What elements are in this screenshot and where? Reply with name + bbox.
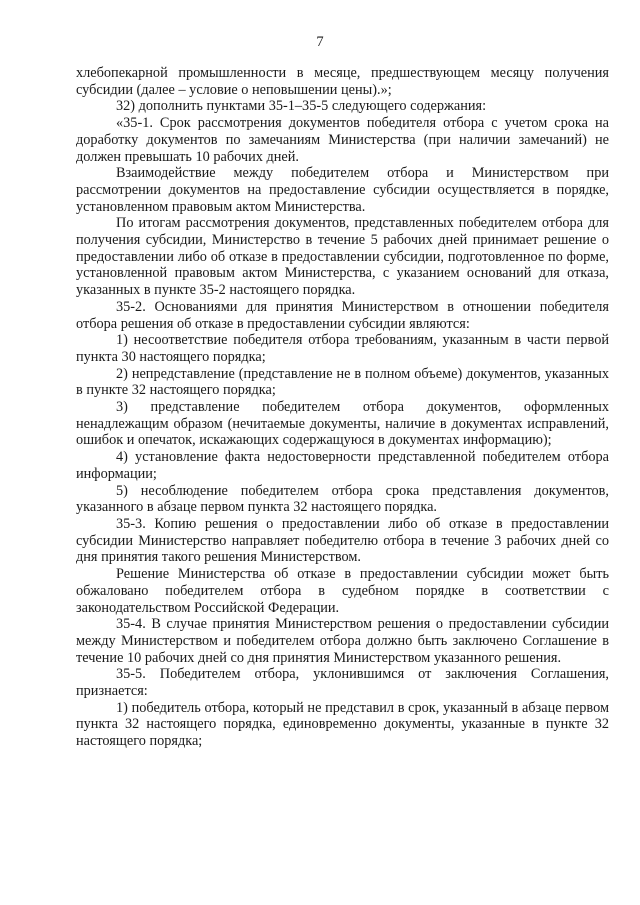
paragraph-35-2: 35-2. Основаниями для принятия Министерством в отношении победителя отбора решения об отказе в предоставлении субсидии являются:: [76, 298, 609, 332]
paragraph-appeal: Решение Министерства об отказе в предоставлении субсидии может быть обжаловано победителем отбора в судебном порядке в соответствии с законодательством Российской Федерации.: [76, 566, 609, 616]
list-item-evader-1: 1) победитель отбора, который не представил в срок, указанный в абзаце первом пункта 32 настоящего порядка, единовременно документы, указанные в пункте 32 настоящего порядка;: [76, 699, 609, 750]
paragraph-interaction: Взаимодействие между победителем отбора и Министерством при рассмотрении документов на предоставление субсидии осуществляется в порядке, установленном правовым актом Министерства.: [76, 165, 609, 215]
list-item-1: 1) несоответствие победителя отбора требованиям, указанным в части первой пункта 30 настоящего порядка;: [76, 332, 609, 365]
paragraph-35-5: 35-5. Победителем отбора, уклонившимся от заключения Соглашения, признается:: [76, 666, 609, 700]
paragraph-35-3: 35-3. Копию решения о предоставлении либо об отказе в предоставлении субсидии Министерство направляет победителю отбора в течение 3 рабочих дней со дня принятия такого решения Министерством.: [76, 515, 609, 566]
page-number: 7: [316, 34, 324, 50]
list-item-4: 4) установление факта недостоверности представленной победителем отбора информации;: [76, 449, 609, 482]
document-body: [76, 65, 609, 750]
paragraph-35-1: «35-1. Срок рассмотрения документов победителя отбора с учетом срока на доработку документов по замечаниям Министерства (при наличии замечаний) не должен превышать 10 рабочих дней.: [76, 115, 609, 165]
list-item-3: 3) представление победителем отбора документов, оформленных ненадлежащим образом (нечитаемые документы, наличие в документах исправлений, ошибок и опечаток, искажающих содержащуюся в документах информацию);: [76, 399, 609, 449]
paragraph-continuation: хлебопекарной промышленности в месяце, предшествующем месяцу получения субсидии (далее – условие о неповышении цены).»;: [76, 65, 609, 98]
paragraph-35-4: 35-4. В случае принятия Министерством решения о предоставлении субсидии между Министерством и победителем отбора должно быть заключено Соглашение в течение 10 рабочих дней со дня принятия Министерством указанного решения.: [76, 616, 609, 666]
list-item-2: 2) непредставление (представление не в полном объеме) документов, указанных в пункте 32 настоящего порядка;: [76, 365, 609, 399]
paragraph-review-results: По итогам рассмотрения документов, представленных победителем отбора для получения субсидии, Министерство в течение 5 рабочих дней принимает решение о предоставлении либо об отказе в предоставлении субсидии, подготовленное по форме, установленной правовым актом Министерства, с указанием оснований для отказа, указанных в пункте 35-2 настоящего порядка.: [76, 215, 609, 299]
list-item-5: 5) несоблюдение победителем отбора срока представления документов, указанного в абзаце первом пункта 32 настоящего порядка.: [76, 482, 609, 516]
paragraph-amendment-32: 32) дополнить пунктами 35-1–35-5 следующего содержания:: [116, 98, 487, 115]
